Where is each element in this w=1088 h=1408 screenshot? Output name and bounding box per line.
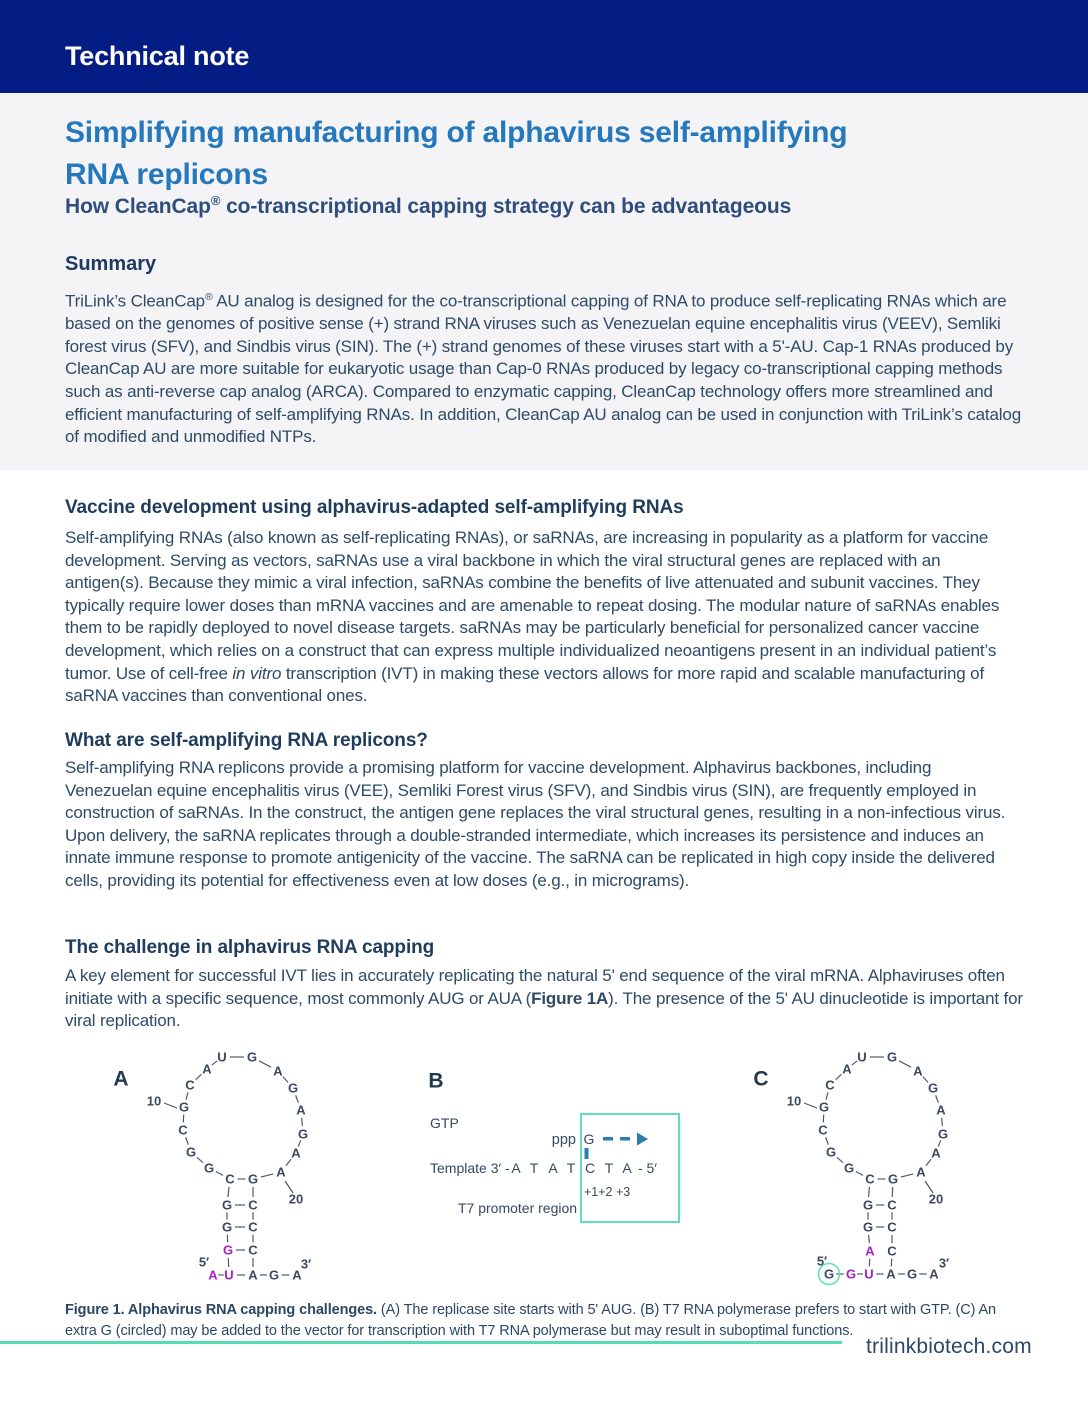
nucleotide-G: G xyxy=(221,1219,233,1235)
diagram-annotation: 5′ xyxy=(816,1253,828,1269)
template-text: GTP xyxy=(430,1115,459,1131)
text-segment: ® xyxy=(210,193,221,208)
nucleotide-C: C xyxy=(248,1242,258,1258)
nucleotide-U: U xyxy=(217,1049,227,1065)
template-text: A xyxy=(548,1160,558,1176)
template-text: T7 promoter region xyxy=(458,1200,578,1216)
extension-dash xyxy=(620,1137,630,1141)
nucleotide-G: G xyxy=(287,1080,299,1096)
diagram-annotation: 5′ xyxy=(198,1254,210,1270)
nucleotide-C: C xyxy=(225,1171,235,1187)
summary-paragraph xyxy=(65,286,1023,449)
figure-1-canvas xyxy=(0,1045,1088,1295)
text-segment: Self-amplifying RNA replicons provide a promising platform for vaccine development. Alphavirus backbones, including Venezuelan equine encephalitis virus (VEE), Semliki Forest virus (SFV), and Sindbis virus (SIN), are frequently employed in construction of saRNAs. In the construct, the antigen gene replaces the viral structural genes, resulting in a non-infectious virus. Upon delivery, the saRNA replicates through a double-stranded intermediate, which increases its persistence and induces an innate immune response to promote antigenicity of the vaccine. The saRNA can be replicated in high copy inside the delivered cells, providing its potential for effectiveness even at low doses (e.g., in micrograms). xyxy=(65,758,1006,890)
nucleotide-A: A xyxy=(276,1164,286,1180)
bond-line xyxy=(852,1061,857,1065)
nucleotide-U: U xyxy=(224,1267,234,1283)
text-segment: co-transcriptional capping strategy can be advantageous xyxy=(220,195,792,218)
text-segment: TriLink’s CleanCap xyxy=(65,291,205,311)
bond-line xyxy=(261,1174,273,1177)
page-subtitle xyxy=(65,193,1023,219)
template-text: Template 3′ - xyxy=(430,1160,510,1176)
template-text: T xyxy=(529,1160,539,1176)
nucleotide-G: G xyxy=(246,1049,258,1065)
bond-line xyxy=(869,1235,870,1243)
page-title-line-1: Simplifying manufacturing of alphavirus self-amplifying xyxy=(65,116,848,149)
section-paragraph-vaccine-development xyxy=(65,527,1023,708)
text-segment: (A) The replicase site starts with 5' AUG. (B) T7 RNA polymerase prefers to start with GTP. (C) An extra G (circled) may be added to the vector for transcription with T7 RNA polymerase but may result in suboptimal functions. xyxy=(65,1302,996,1339)
extension-dash xyxy=(603,1137,613,1141)
gc-bond-bar xyxy=(585,1148,589,1159)
nucleotide-C: C xyxy=(887,1197,897,1213)
nucleotide-G: G xyxy=(937,1126,949,1142)
nucleotide-A: A xyxy=(248,1267,258,1283)
nucleotide-C: C xyxy=(887,1219,897,1235)
banner-title: Technical note xyxy=(65,41,250,71)
nucleotide-A: A xyxy=(296,1102,306,1118)
nucleotide-G: G xyxy=(221,1197,233,1213)
nucleotide-G: G xyxy=(887,1171,899,1187)
nucleotide-A: A xyxy=(936,1102,946,1118)
panel-label-B: B xyxy=(428,1069,444,1093)
nucleotide-A: A xyxy=(202,1061,212,1077)
extension-arrow-icon xyxy=(637,1133,648,1146)
bond-line xyxy=(901,1174,913,1177)
nucleotide-U: U xyxy=(857,1049,867,1065)
template-text: - 5′ xyxy=(638,1160,657,1176)
nucleotide-A: A xyxy=(931,1145,941,1161)
footer-site-link[interactable]: trilinkbiotech.com xyxy=(866,1335,1032,1358)
nucleotide-G: G xyxy=(927,1080,939,1096)
nucleotide-A: A xyxy=(292,1267,302,1283)
nucleotide-G: G xyxy=(886,1049,898,1065)
nucleotide-G: G xyxy=(178,1099,190,1115)
position-tick xyxy=(804,1103,817,1108)
text-segment: How CleanCap xyxy=(65,195,211,218)
text-segment: A key element for successful IVT lies in accurately replicating the natural 5' end sequence of the viral mRNA. Alphaviruses often initiate with a specific sequence, most commonly AUG or AUA ( xyxy=(65,966,1005,1008)
nucleotide-A: A xyxy=(208,1267,218,1283)
bond-line xyxy=(899,1061,911,1067)
nucleotide-C: C xyxy=(887,1243,897,1259)
section-heading-what-are-replicons: What are self-amplifying RNA replicons? xyxy=(65,730,428,751)
template-text: +1+2 +3 xyxy=(584,1185,631,1199)
bond-line xyxy=(197,1157,203,1162)
nucleotide-C: C xyxy=(185,1077,195,1093)
bond-line xyxy=(216,1172,223,1176)
template-text: T xyxy=(604,1160,614,1176)
text-segment: ® xyxy=(204,291,213,303)
bond-line xyxy=(212,1061,217,1065)
page-title-line-2: RNA replicons xyxy=(65,158,268,191)
template-text: T xyxy=(566,1160,576,1176)
panel-label-C: C xyxy=(753,1067,769,1091)
footer-divider-line xyxy=(0,1341,842,1344)
text-segment: Self-amplifying RNAs (also known as self-replicating RNAs), or saRNAs, are increasing in popularity as a platform for vaccine development. Serving as vectors, saRNAs use a viral backbone in which the viral structural genes are replaced with an antigen(s). Because they mimic a viral infection, saRNAs combine the benefits of live attenuated and subunit vaccines. They typically require lower doses than mRNA vaccines and are amenable to repeat dosing. The modular nature of saRNAs enables them to be rapidly deployed to novel disease targets. saRNAs may be particularly beneficial for personalized cancer vaccine development, which relies on a construct that can express multiple individualized neoantigens present in an individual patient’s tumor. Use of cell-free xyxy=(65,528,1000,683)
section-paragraph-what-are-replicons xyxy=(65,757,1023,893)
diagram-annotation: 10 xyxy=(146,1093,162,1109)
diagram-annotation: 3′ xyxy=(938,1255,950,1271)
bond-line xyxy=(286,1159,291,1165)
nucleotide-G: G xyxy=(297,1126,309,1142)
nucleotide-A: A xyxy=(842,1061,852,1077)
bond-line xyxy=(259,1061,271,1067)
nucleotide-G: G xyxy=(825,1144,837,1160)
top-banner xyxy=(0,0,1088,93)
template-text: ppp xyxy=(551,1132,576,1148)
diagram-annotation: 20 xyxy=(288,1191,304,1207)
text-segment: transcription (IVT) in making these vectors allows for more rapid and scalable manufacturing of saRNA vaccines than conventional ones. xyxy=(65,663,985,706)
nucleotide-C: C xyxy=(248,1219,258,1235)
nucleotide-A: A xyxy=(273,1063,283,1079)
bond-line xyxy=(836,1074,842,1079)
summary-heading: Summary xyxy=(65,253,157,275)
nucleotide-G: G xyxy=(843,1160,855,1176)
nucleotide-A: A xyxy=(929,1266,939,1282)
bond-line xyxy=(869,1187,870,1197)
text-segment: Figure 1A xyxy=(531,988,609,1008)
nucleotide-G: G xyxy=(222,1242,234,1258)
diagram-annotation: 20 xyxy=(928,1191,944,1207)
template-text: A xyxy=(511,1160,521,1176)
nucleotide-C: C xyxy=(865,1171,875,1187)
text-segment: ). The presence of the 5' AU dinucleotide is important for viral replication. xyxy=(65,988,1023,1031)
nucleotide-G: G xyxy=(185,1144,197,1160)
nucleotide-G: G xyxy=(862,1219,874,1235)
panel-label-A: A xyxy=(113,1067,129,1091)
template-text: C xyxy=(584,1160,596,1176)
bond-line xyxy=(302,1118,303,1126)
bond-line xyxy=(942,1118,943,1126)
nucleotide-G: G xyxy=(268,1267,280,1283)
nucleotide-C: C xyxy=(818,1122,828,1138)
nucleotide-G: G xyxy=(203,1160,215,1176)
nucleotide-C: C xyxy=(825,1077,835,1093)
nucleotide-A: A xyxy=(865,1243,875,1259)
nucleotide-G: G xyxy=(862,1197,874,1213)
nucleotide-G: G xyxy=(906,1266,918,1282)
template-text: G xyxy=(583,1131,595,1147)
section-heading-capping-challenge: The challenge in alphavirus RNA capping xyxy=(65,937,435,958)
diagram-annotation: 10 xyxy=(786,1093,802,1109)
bond-line xyxy=(196,1074,202,1079)
nucleotide-A: A xyxy=(916,1164,926,1180)
bond-line xyxy=(228,1187,229,1197)
nucleotide-G: G xyxy=(823,1266,835,1282)
section-heading-vaccine-development: Vaccine development using alphavirus-adapted self-amplifying RNAs xyxy=(65,497,684,518)
nucleotide-A: A xyxy=(886,1266,896,1282)
text-segment: AU analog is designed for the co-transcriptional capping of RNA to produce self-replicating RNAs which are based on the genomes of positive sense (+) strand RNA viruses such as Venezuelan equine encephalitis virus (VEEV), Semliki forest virus (SFV), and Sindbis virus (SIN). The (+) strand genomes of these viruses start with a 5'-AU. Cap-1 RNAs produced by CleanCap AU are more suitable for eukaryotic usage than Cap-0 RNAs produced by legacy co-transcriptional capping methods such as anti-reverse cap analog (ARCA). Compared to enzymatic capping, CleanCap technology offers more streamlined and efficient manufacturing of self-amplifying RNAs. In addition, CleanCap AU analog can be used in conjunction with TriLink’s catalog of modified and unmodified NTPs. xyxy=(65,291,1022,447)
nucleotide-A: A xyxy=(291,1145,301,1161)
nucleotide-C: C xyxy=(178,1122,188,1138)
bond-line xyxy=(837,1157,843,1162)
bond-line xyxy=(926,1159,931,1165)
text-segment: in vitro xyxy=(232,663,282,683)
text-segment: Figure 1. Alphavirus RNA capping challenges. xyxy=(65,1302,377,1318)
nucleotide-A: A xyxy=(913,1063,923,1079)
nucleotide-C: C xyxy=(248,1197,258,1213)
section-paragraph-capping-challenge xyxy=(65,965,1023,1033)
nucleotide-G: G xyxy=(818,1099,830,1115)
template-text: A xyxy=(622,1160,632,1176)
nucleotide-U: U xyxy=(864,1266,874,1282)
page-title xyxy=(65,112,1023,196)
nucleotide-G: G xyxy=(247,1171,259,1187)
nucleotide-G: G xyxy=(845,1266,857,1282)
bond-line xyxy=(856,1172,863,1176)
position-tick xyxy=(164,1103,177,1108)
diagram-annotation: 3′ xyxy=(300,1256,312,1272)
